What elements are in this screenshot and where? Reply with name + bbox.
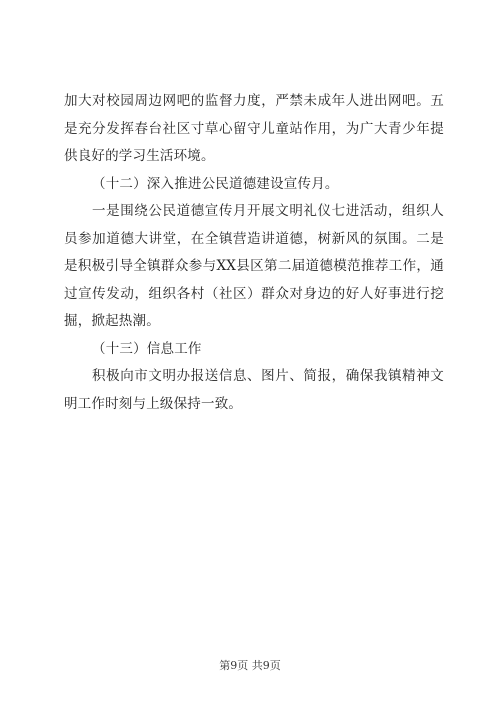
paragraph-continuation: 加大对校园周边网吧的监督力度，严禁未成年人进出网吧。五是充分发挥春台社区寸草心留守儿童站作用，为广大青少年提供良好的学习生活环境。 — [64, 93, 444, 164]
document-body — [64, 88, 444, 418]
page-number-footer: 第9页 共9页 — [219, 659, 281, 672]
paragraph-moral-month: 一是围绕公民道德宣传月开展文明礼仪七进活动，组织人员参加道德大讲堂，在全镇营造讲道德，树新风的氛围。二是是积极引导全镇群众参与XX县区第二届道德模范推荐工作，通过宣传发动，组织各村（社区）群众对身边的好人好事进行挖掘，掀起热潮。 — [64, 203, 444, 329]
section-heading-13: （十三）信息工作 — [92, 340, 202, 357]
paragraph-information-work: 积极向市文明办报送信息、图片、简报，确保我镇精神文明工作时刻与上级保持一致。 — [64, 368, 444, 412]
section-heading-12: （十二）深入推进公民道德建设宣传月。 — [92, 175, 339, 192]
